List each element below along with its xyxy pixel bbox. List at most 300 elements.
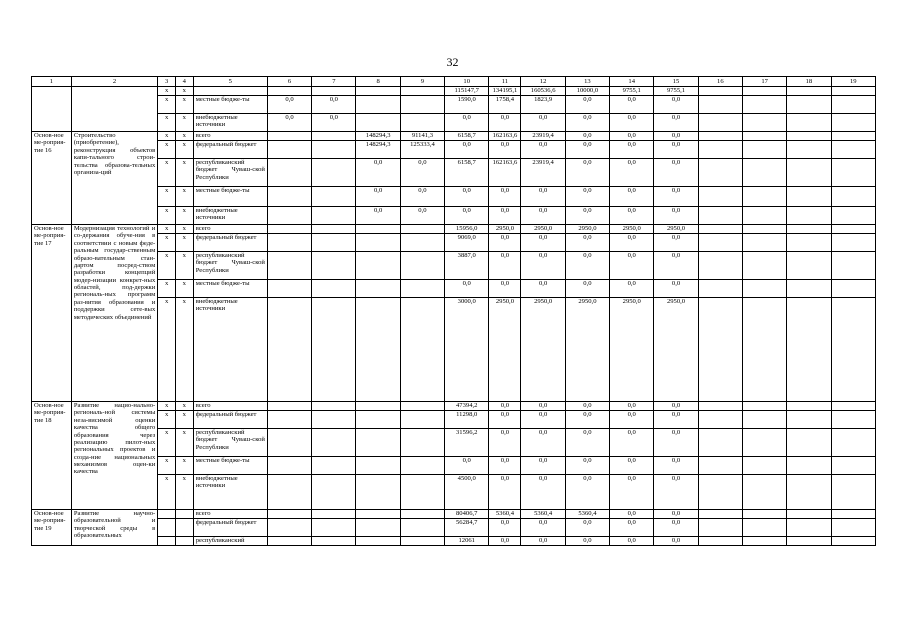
cell-value: 0,0 <box>610 457 654 475</box>
cell-value <box>312 132 356 141</box>
cell-value: 0,0 <box>312 96 356 114</box>
budget-table <box>31 76 876 546</box>
cell-empty <box>742 187 786 207</box>
cell-value: 0,0 <box>521 252 565 280</box>
cell-value: 0,0 <box>267 114 311 132</box>
cell-value: 0,0 <box>654 429 698 457</box>
cell-value: 0,0 <box>400 207 444 225</box>
cell-funding-source <box>193 87 267 96</box>
column-header: 9 <box>400 77 444 87</box>
cell-value <box>312 429 356 457</box>
cell-value: 0,0 <box>654 132 698 141</box>
cell-empty <box>698 510 742 519</box>
cell-value: 0,0 <box>610 252 654 280</box>
cell-empty <box>787 252 831 280</box>
cell-value: 115147,7 <box>445 87 489 96</box>
column-header: 18 <box>787 77 831 87</box>
cell-value: 0,0 <box>489 114 521 132</box>
cell-value: 0,0 <box>356 207 400 225</box>
cell-empty <box>831 159 875 187</box>
cell-value: 134195,1 <box>489 87 521 96</box>
cell-empty <box>698 429 742 457</box>
cell-value <box>312 225 356 234</box>
cell-empty <box>698 252 742 280</box>
cell-value <box>312 87 356 96</box>
cell-value: 0,0 <box>610 519 654 537</box>
cell-value: 5360,4 <box>521 510 565 519</box>
cell-funding-source: республиканский бюджет Чуваш-ской Республики <box>193 252 267 280</box>
cell-funding-source: внебюджетные источники <box>193 475 267 510</box>
cell-value: 0,0 <box>445 280 489 298</box>
cell-value: 0,0 <box>445 457 489 475</box>
cell-x-marker: x <box>175 132 193 141</box>
cell-value: 0,0 <box>610 475 654 510</box>
cell-x-marker: x <box>175 187 193 207</box>
cell-value <box>267 429 311 457</box>
table-row <box>32 141 876 159</box>
cell-empty <box>71 96 157 114</box>
cell-value: 0,0 <box>565 234 609 252</box>
cell-funding-source: федеральный бюджет <box>193 519 267 537</box>
cell-x-marker: x <box>158 402 176 411</box>
cell-value: 0,0 <box>565 280 609 298</box>
cell-empty <box>831 411 875 429</box>
cell-empty <box>742 114 786 132</box>
cell-value: 0,0 <box>565 187 609 207</box>
header-row <box>32 77 876 87</box>
cell-value <box>356 510 400 519</box>
cell-funding-source: местные бюдже-ты <box>193 280 267 298</box>
cell-value <box>312 475 356 510</box>
cell-value: 148294,3 <box>356 141 400 159</box>
cell-value: 0,0 <box>489 141 521 159</box>
cell-x-marker: x <box>175 457 193 475</box>
cell-empty <box>787 114 831 132</box>
cell-empty <box>787 187 831 207</box>
cell-value: 0,0 <box>521 537 565 546</box>
measure-name: Развитие научно-образовательной и творческой среды в образовательных <box>71 510 157 546</box>
cell-value: 0,0 <box>521 280 565 298</box>
table-row <box>32 225 876 234</box>
cell-value: 2950,0 <box>610 225 654 234</box>
cell-empty <box>742 207 786 225</box>
cell-empty <box>698 475 742 510</box>
cell-value <box>267 510 311 519</box>
cell-value: 2950,0 <box>654 225 698 234</box>
cell-empty <box>742 402 786 411</box>
cell-x-marker: x <box>175 159 193 187</box>
cell-empty <box>742 298 786 402</box>
column-header: 17 <box>742 77 786 87</box>
cell-x-marker: x <box>158 96 176 114</box>
table-row <box>32 298 876 402</box>
cell-empty <box>742 159 786 187</box>
cell-value: 0,0 <box>312 114 356 132</box>
cell-value <box>312 510 356 519</box>
cell-value <box>356 402 400 411</box>
cell-x-marker: x <box>158 252 176 280</box>
cell-value <box>312 411 356 429</box>
cell-value: 0,0 <box>610 159 654 187</box>
cell-empty <box>698 519 742 537</box>
cell-value: 0,0 <box>610 234 654 252</box>
cell-empty <box>831 429 875 457</box>
cell-value <box>400 510 444 519</box>
cell-empty <box>831 457 875 475</box>
cell-empty <box>787 475 831 510</box>
cell-value <box>267 141 311 159</box>
measure-label: Основ-ное ме-роприя-тие 16 <box>32 132 72 225</box>
cell-value <box>356 475 400 510</box>
column-header: 7 <box>312 77 356 87</box>
cell-value: 0,0 <box>489 519 521 537</box>
cell-value <box>400 252 444 280</box>
cell-x-marker: x <box>175 402 193 411</box>
cell-value: 125333,4 <box>400 141 444 159</box>
cell-value <box>400 537 444 546</box>
cell-value: 1590,0 <box>445 96 489 114</box>
cell-value <box>356 96 400 114</box>
table-row <box>32 429 876 457</box>
cell-value: 0,0 <box>654 187 698 207</box>
cell-value: 0,0 <box>565 475 609 510</box>
cell-value: 0,0 <box>654 234 698 252</box>
cell-value <box>400 87 444 96</box>
cell-funding-source: внебюджетные источники <box>193 114 267 132</box>
cell-empty <box>787 132 831 141</box>
cell-value: 9069,0 <box>445 234 489 252</box>
cell-value: 23919,4 <box>521 159 565 187</box>
cell-empty <box>831 207 875 225</box>
cell-value <box>267 537 311 546</box>
cell-value <box>312 537 356 546</box>
cell-x-marker: x <box>158 234 176 252</box>
cell-value: 6158,7 <box>445 159 489 187</box>
cell-empty <box>698 96 742 114</box>
cell-funding-source: всего <box>193 510 267 519</box>
cell-value: 0,0 <box>489 429 521 457</box>
table-row <box>32 159 876 187</box>
cell-empty <box>787 411 831 429</box>
cell-x-marker: x <box>158 429 176 457</box>
cell-value: 0,0 <box>610 429 654 457</box>
measure-name: Модернизация технологий и со-держания обуче-ния в соответствии с новым феде-ральным государ-ственным образо-вательным стан-дартом посред-ством разработки концепций модер-низации конкрет-ных областей, под-держки региональ-ных программ раз-вития образования и поддержки сете-вых методических объединений <box>71 225 157 402</box>
cell-value: 80406,7 <box>445 510 489 519</box>
cell-value <box>356 457 400 475</box>
cell-value: 2950,0 <box>489 298 521 402</box>
cell-value: 56284,7 <box>445 519 489 537</box>
table-row <box>32 187 876 207</box>
cell-empty <box>742 141 786 159</box>
cell-funding-source: местные бюдже-ты <box>193 96 267 114</box>
table-row <box>32 475 876 510</box>
cell-value: 0,0 <box>654 411 698 429</box>
column-header: 11 <box>489 77 521 87</box>
table-row <box>32 132 876 141</box>
cell-value: 3887,0 <box>445 252 489 280</box>
cell-empty <box>698 280 742 298</box>
cell-x-marker: x <box>158 298 176 402</box>
cell-value: 23919,4 <box>521 132 565 141</box>
cell-value <box>267 132 311 141</box>
table-row <box>32 519 876 537</box>
cell-x-marker <box>158 510 176 519</box>
cell-value: 1758,4 <box>489 96 521 114</box>
cell-value: 0,0 <box>654 457 698 475</box>
cell-empty <box>742 252 786 280</box>
measure-name: Развитие нацио-нально-региональ-ной системы неза-висимой оценки качества общего образования через реализацию пилот-ных региональных проектов и созда-ние национальных механизмов оцен-ки качества <box>71 402 157 510</box>
cell-value <box>400 298 444 402</box>
cell-value: 0,0 <box>654 402 698 411</box>
cell-empty <box>32 96 72 114</box>
cell-value: 0,0 <box>356 159 400 187</box>
cell-value: 4500,0 <box>445 475 489 510</box>
cell-empty <box>742 537 786 546</box>
cell-empty <box>71 87 157 96</box>
cell-empty <box>742 475 786 510</box>
cell-x-marker <box>158 537 176 546</box>
cell-value: 0,0 <box>654 207 698 225</box>
cell-value <box>312 298 356 402</box>
cell-value <box>356 298 400 402</box>
cell-empty <box>742 280 786 298</box>
cell-value <box>356 87 400 96</box>
cell-value: 0,0 <box>445 141 489 159</box>
cell-value <box>267 457 311 475</box>
cell-value: 0,0 <box>565 96 609 114</box>
cell-empty <box>698 225 742 234</box>
cell-value: 0,0 <box>654 141 698 159</box>
cell-value: 0,0 <box>445 187 489 207</box>
cell-funding-source: федеральный бюджет <box>193 234 267 252</box>
cell-value: 0,0 <box>489 457 521 475</box>
cell-value <box>267 159 311 187</box>
table-row <box>32 87 876 96</box>
cell-value <box>267 475 311 510</box>
cell-value: 0,0 <box>521 429 565 457</box>
cell-value <box>312 187 356 207</box>
cell-x-marker <box>175 537 193 546</box>
cell-empty <box>742 519 786 537</box>
cell-value: 1823,9 <box>521 96 565 114</box>
cell-value: 0,0 <box>400 159 444 187</box>
cell-x-marker: x <box>175 114 193 132</box>
cell-value <box>356 234 400 252</box>
cell-value: 0,0 <box>654 519 698 537</box>
cell-x-marker: x <box>175 207 193 225</box>
cell-empty <box>831 187 875 207</box>
cell-value: 0,0 <box>565 411 609 429</box>
cell-x-marker: x <box>175 298 193 402</box>
cell-x-marker: x <box>158 132 176 141</box>
cell-empty <box>831 132 875 141</box>
cell-value <box>400 402 444 411</box>
cell-funding-source: внебюджетные источники <box>193 207 267 225</box>
measure-name: Строительство (приобретение), реконструкция объектов капи-тального строи-тельства образова-тельных организа-ций <box>71 132 157 225</box>
cell-empty <box>742 225 786 234</box>
cell-empty <box>742 429 786 457</box>
cell-empty <box>742 234 786 252</box>
cell-empty <box>742 96 786 114</box>
cell-x-marker: x <box>175 225 193 234</box>
cell-value <box>267 298 311 402</box>
cell-empty <box>831 252 875 280</box>
cell-value: 9755,1 <box>654 87 698 96</box>
cell-x-marker: x <box>158 159 176 187</box>
cell-x-marker <box>158 519 176 537</box>
cell-empty <box>742 132 786 141</box>
cell-empty <box>831 225 875 234</box>
cell-empty <box>698 537 742 546</box>
cell-value: 11298,0 <box>445 411 489 429</box>
cell-value: 0,0 <box>489 402 521 411</box>
cell-value: 148294,3 <box>356 132 400 141</box>
cell-value <box>312 280 356 298</box>
cell-empty <box>698 298 742 402</box>
table-row <box>32 457 876 475</box>
table-row <box>32 96 876 114</box>
cell-x-marker <box>175 519 193 537</box>
cell-empty <box>787 280 831 298</box>
cell-value: 0,0 <box>489 207 521 225</box>
cell-empty <box>831 519 875 537</box>
cell-empty <box>831 141 875 159</box>
page-number: 32 <box>446 55 459 69</box>
cell-empty <box>742 510 786 519</box>
cell-value: 162163,6 <box>489 132 521 141</box>
cell-value: 0,0 <box>521 141 565 159</box>
cell-value: 0,0 <box>610 510 654 519</box>
cell-value: 0,0 <box>610 402 654 411</box>
cell-empty <box>831 298 875 402</box>
cell-value: 0,0 <box>489 475 521 510</box>
cell-value: 0,0 <box>267 96 311 114</box>
cell-value: 0,0 <box>400 187 444 207</box>
cell-value: 2950,0 <box>521 225 565 234</box>
cell-value: 2950,0 <box>489 225 521 234</box>
table-body <box>32 77 876 546</box>
cell-value: 0,0 <box>654 252 698 280</box>
cell-value <box>356 252 400 280</box>
cell-funding-source: федеральный бюджет <box>193 141 267 159</box>
cell-value <box>312 159 356 187</box>
cell-value: 0,0 <box>521 114 565 132</box>
cell-value: 0,0 <box>565 132 609 141</box>
column-header: 16 <box>698 77 742 87</box>
cell-value: 0,0 <box>521 411 565 429</box>
cell-value: 47394,2 <box>445 402 489 411</box>
cell-value: 0,0 <box>610 280 654 298</box>
cell-value <box>267 187 311 207</box>
column-header: 13 <box>565 77 609 87</box>
cell-value: 91141,3 <box>400 132 444 141</box>
cell-value: 9755,1 <box>610 87 654 96</box>
cell-empty <box>698 159 742 187</box>
cell-value <box>267 234 311 252</box>
cell-value: 5360,4 <box>489 510 521 519</box>
cell-value <box>267 411 311 429</box>
cell-value: 5360,4 <box>565 510 609 519</box>
cell-x-marker <box>175 510 193 519</box>
cell-value <box>356 411 400 429</box>
cell-value: 0,0 <box>610 141 654 159</box>
cell-value <box>400 96 444 114</box>
cell-x-marker: x <box>158 225 176 234</box>
cell-value: 0,0 <box>565 141 609 159</box>
cell-value: 0,0 <box>489 537 521 546</box>
cell-value: 0,0 <box>565 402 609 411</box>
cell-x-marker: x <box>175 475 193 510</box>
table-row <box>32 537 876 546</box>
cell-value: 6158,7 <box>445 132 489 141</box>
cell-funding-source: всего <box>193 132 267 141</box>
cell-value: 0,0 <box>521 475 565 510</box>
cell-x-marker: x <box>158 114 176 132</box>
cell-value: 0,0 <box>521 234 565 252</box>
cell-empty <box>787 429 831 457</box>
cell-funding-source: всего <box>193 225 267 234</box>
cell-value: 0,0 <box>521 519 565 537</box>
cell-funding-source: местные бюдже-ты <box>193 457 267 475</box>
measure-label: Основ-ное ме-роприя-тие 17 <box>32 225 72 402</box>
cell-value: 0,0 <box>565 537 609 546</box>
cell-x-marker: x <box>175 429 193 457</box>
cell-value <box>312 234 356 252</box>
cell-empty <box>698 141 742 159</box>
cell-empty <box>787 510 831 519</box>
cell-funding-source: республиканский <box>193 537 267 546</box>
cell-x-marker: x <box>175 252 193 280</box>
cell-empty <box>698 114 742 132</box>
cell-value: 2950,0 <box>521 298 565 402</box>
column-header: 14 <box>610 77 654 87</box>
cell-empty <box>787 159 831 187</box>
cell-value: 0,0 <box>654 537 698 546</box>
cell-empty <box>787 207 831 225</box>
cell-value: 0,0 <box>654 510 698 519</box>
column-header: 10 <box>445 77 489 87</box>
cell-value: 0,0 <box>489 280 521 298</box>
cell-x-marker: x <box>175 280 193 298</box>
cell-value <box>400 429 444 457</box>
cell-x-marker: x <box>175 234 193 252</box>
cell-value: 0,0 <box>565 519 609 537</box>
cell-empty <box>698 457 742 475</box>
table-row <box>32 207 876 225</box>
column-header: 19 <box>831 77 875 87</box>
column-header: 5 <box>193 77 267 87</box>
cell-value <box>400 475 444 510</box>
column-header: 4 <box>175 77 193 87</box>
cell-empty <box>831 114 875 132</box>
cell-funding-source: республиканский бюджет Чуваш-ской Республики <box>193 159 267 187</box>
cell-value: 0,0 <box>356 187 400 207</box>
cell-empty <box>787 457 831 475</box>
table-row <box>32 402 876 411</box>
cell-value <box>400 234 444 252</box>
cell-empty <box>32 87 72 96</box>
cell-x-marker: x <box>158 457 176 475</box>
cell-value: 0,0 <box>610 96 654 114</box>
cell-value: 0,0 <box>521 207 565 225</box>
cell-funding-source: внебюджетные источники <box>193 298 267 402</box>
cell-value <box>400 280 444 298</box>
cell-value: 10000,0 <box>565 87 609 96</box>
cell-empty <box>787 234 831 252</box>
cell-x-marker: x <box>158 280 176 298</box>
cell-value <box>312 457 356 475</box>
cell-value: 0,0 <box>445 114 489 132</box>
